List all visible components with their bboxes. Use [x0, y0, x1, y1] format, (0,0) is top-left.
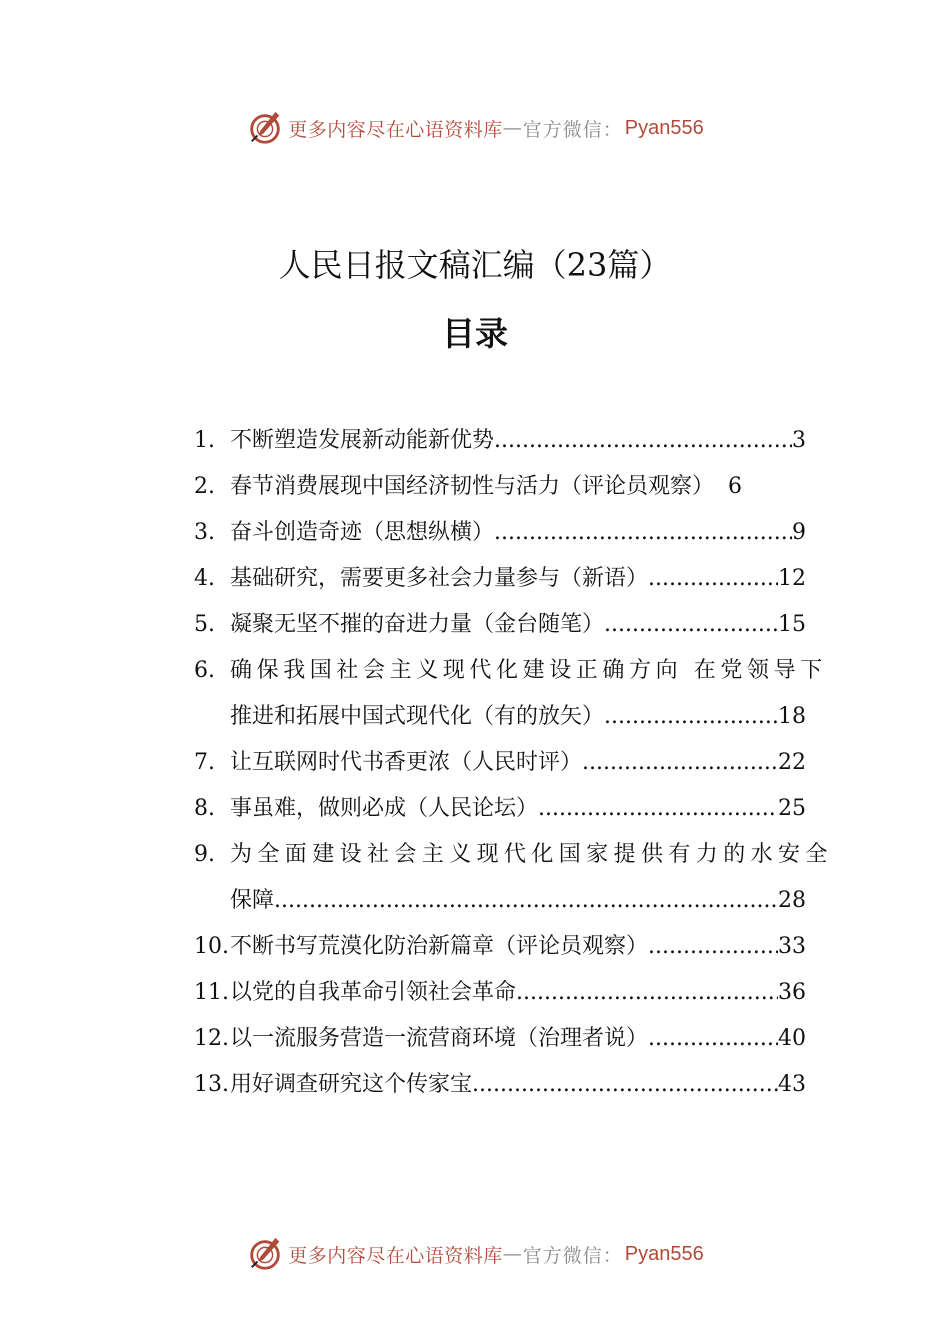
toc-entry-title-line2: 推进和拓展中国式现代化（有的放矢） [230, 704, 605, 729]
toc-heading: 目录 [442, 314, 508, 353]
banner-wechat-id: Pyan556 [624, 1242, 704, 1265]
banner-main-text: 更多内容尽在心语资料库 [288, 118, 503, 141]
toc-entry-title: 凝聚无坚不摧的奋进力量（金台随笔） [230, 612, 605, 637]
banner-dash: — [502, 1243, 523, 1265]
toc-entry-page: 40 [778, 1026, 806, 1051]
toc-entry-title-line1: 为全面建设社会主义现代化国家提供有力的水安全 [230, 842, 833, 867]
toc-entry-title: 以党的自我革命引领社会革命 [230, 980, 517, 1005]
pen-circle-logo-icon [246, 109, 284, 147]
toc-entry-page: 33 [778, 934, 806, 959]
toc-entry-number: 7. [194, 750, 215, 775]
toc-entry-title: 奋斗创造奇迹（思想纵横） [230, 520, 495, 545]
toc-entry-number: 1. [194, 428, 215, 453]
watermark-banner-top [0, 108, 950, 148]
banner-sub-text: 官方微信： [522, 1244, 623, 1267]
toc-entry-title: 基础研究，需要更多社会力量参与（新语） [230, 566, 649, 591]
watermark-banner-bottom [0, 1234, 950, 1274]
toc-entry-number: 13. [194, 1072, 229, 1097]
toc-entry-number: 10. [194, 934, 229, 959]
toc-entry-number: 5. [194, 612, 215, 637]
banner-dash: — [502, 117, 523, 139]
toc-entry-title-line2: 保障 [230, 888, 275, 913]
toc-entry-page: 22 [778, 750, 806, 775]
toc-entry[interactable] [194, 510, 806, 556]
toc-entry[interactable] [194, 556, 806, 602]
toc-leader-dots [516, 970, 778, 1016]
toc-leader-dots [648, 1016, 778, 1062]
toc-entry-number: 11. [194, 980, 229, 1005]
toc-entry-title: 不断书写荒漠化防治新篇章（评论员观察） [230, 934, 649, 959]
toc-entry-number: 12. [194, 1026, 229, 1051]
banner-wechat-id: Pyan556 [624, 116, 704, 139]
table-of-contents [194, 418, 833, 1108]
toc-entry-line2 [230, 694, 806, 740]
toc-entry[interactable] [194, 832, 833, 924]
pen-circle-logo-icon [246, 1235, 284, 1273]
toc-entry-page: 36 [778, 980, 806, 1005]
toc-entry-title: 用好调查研究这个传家宝 [230, 1072, 473, 1097]
toc-entry-page: 3 [792, 428, 806, 453]
toc-entry-title: 春节消费展现中国经济韧性与活力（评论员观察） [230, 474, 715, 499]
toc-leader-dots [648, 924, 778, 970]
toc-entry-page: 12 [778, 566, 806, 591]
toc-entry-number: 6. [194, 658, 215, 683]
toc-entry[interactable] [194, 602, 806, 648]
toc-leader-dots [648, 556, 778, 602]
toc-entry[interactable] [194, 464, 806, 510]
toc-entry-title: 让互联网时代书香更浓（人民时评） [230, 750, 583, 775]
toc-leader-dots [274, 878, 778, 924]
toc-leader-dots [582, 740, 778, 786]
toc-leader-dots [604, 602, 778, 648]
toc-leader-dots [538, 786, 778, 832]
toc-entry-number: 4. [194, 566, 215, 591]
toc-entry-page: 15 [778, 612, 806, 637]
toc-entry-number: 9. [194, 842, 215, 867]
toc-entry[interactable] [194, 786, 806, 832]
toc-entry-page: 25 [778, 796, 806, 821]
toc-entry[interactable] [194, 1016, 806, 1062]
toc-entry-title: 事虽难，做则必成（人民论坛） [230, 796, 539, 821]
toc-leader-dots [472, 1062, 778, 1108]
banner-main-text: 更多内容尽在心语资料库 [288, 1244, 503, 1267]
toc-entry-title: 不断塑造发展新动能新优势 [230, 428, 495, 453]
toc-leader-dots [494, 418, 792, 464]
toc-leader-dots [494, 510, 792, 556]
toc-entry-number: 3. [194, 520, 215, 545]
toc-entry-title: 以一流服务营造一流营商环境（治理者说） [230, 1026, 649, 1051]
toc-entry-page: 28 [778, 888, 806, 913]
toc-entry[interactable] [194, 418, 806, 464]
toc-entry[interactable] [194, 1062, 806, 1108]
toc-entry-page: 9 [792, 520, 806, 545]
toc-entry-number: 8. [194, 796, 215, 821]
toc-entry[interactable] [194, 648, 827, 740]
banner-sub-text: 官方微信： [522, 118, 623, 141]
toc-entry[interactable] [194, 924, 806, 970]
toc-entry[interactable] [194, 740, 806, 786]
toc-entry-title-line1: 确保我国社会主义现代化建设正确方向 在党领导下 [230, 658, 827, 683]
toc-entry[interactable] [194, 970, 806, 1016]
toc-entry-page: 6 [728, 474, 743, 499]
toc-entry-page: 18 [778, 704, 806, 729]
toc-entry-number: 2. [194, 474, 215, 499]
toc-entry-page: 43 [778, 1072, 806, 1097]
toc-leader-dots [604, 694, 778, 740]
document-title: 人民日报文稿汇编（23篇） [278, 246, 672, 284]
toc-entry-line2 [230, 878, 806, 924]
